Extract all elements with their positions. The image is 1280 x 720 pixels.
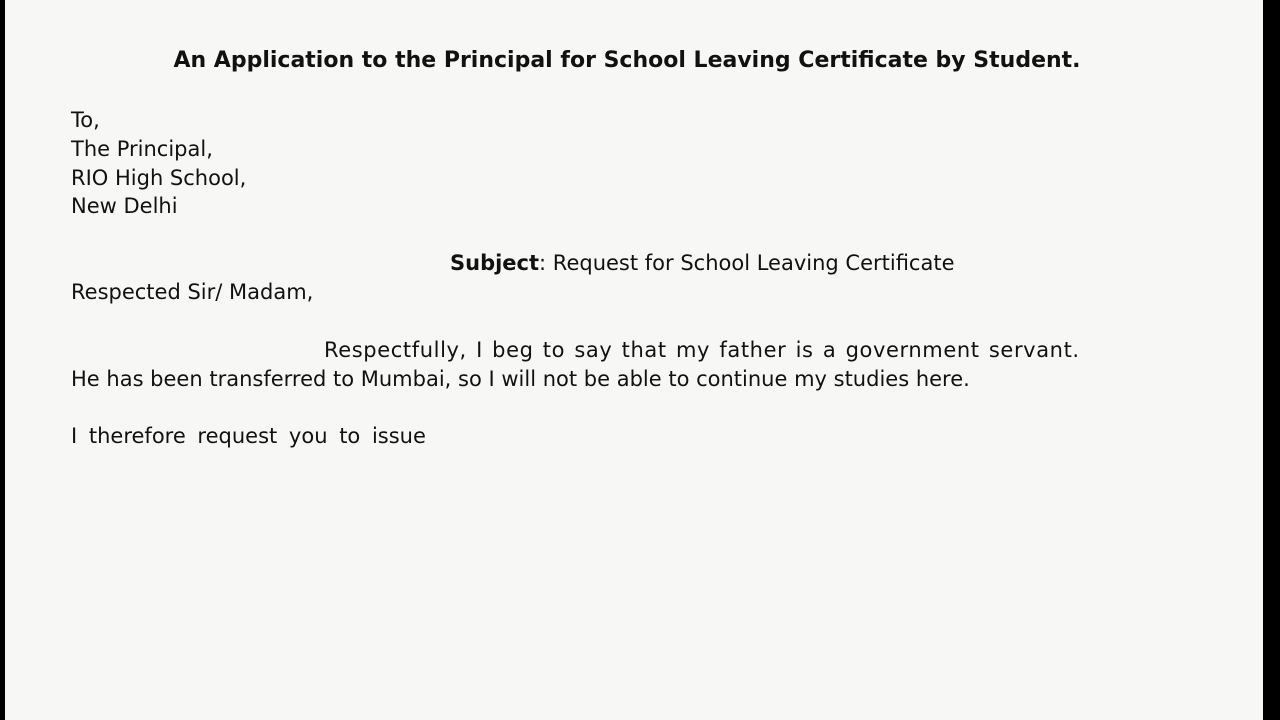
address-school: RIO High School, — [71, 166, 247, 190]
document-page — [5, 0, 1263, 720]
letter-title: An Application to the Principal for School Leaving Certificate by Student. — [173, 48, 1081, 73]
subject-line — [450, 249, 955, 277]
address-recipient: The Principal, — [71, 137, 213, 161]
salutation: Respected Sir/ Madam, — [71, 280, 314, 304]
address-city: New Delhi — [71, 194, 178, 218]
address-to: To, — [71, 108, 100, 132]
body-line-3: I therefore request you to issue — [71, 424, 426, 448]
body-line-2: He has been transferred to Mumbai, so I will not be able to continue my studies here. — [71, 367, 970, 391]
body-line-1: Respectfully, I beg to say that my father is a government servant. — [324, 338, 1080, 362]
subject-text: : Request for School Leaving Certificate — [539, 251, 955, 275]
subject-label: Subject — [450, 251, 540, 275]
